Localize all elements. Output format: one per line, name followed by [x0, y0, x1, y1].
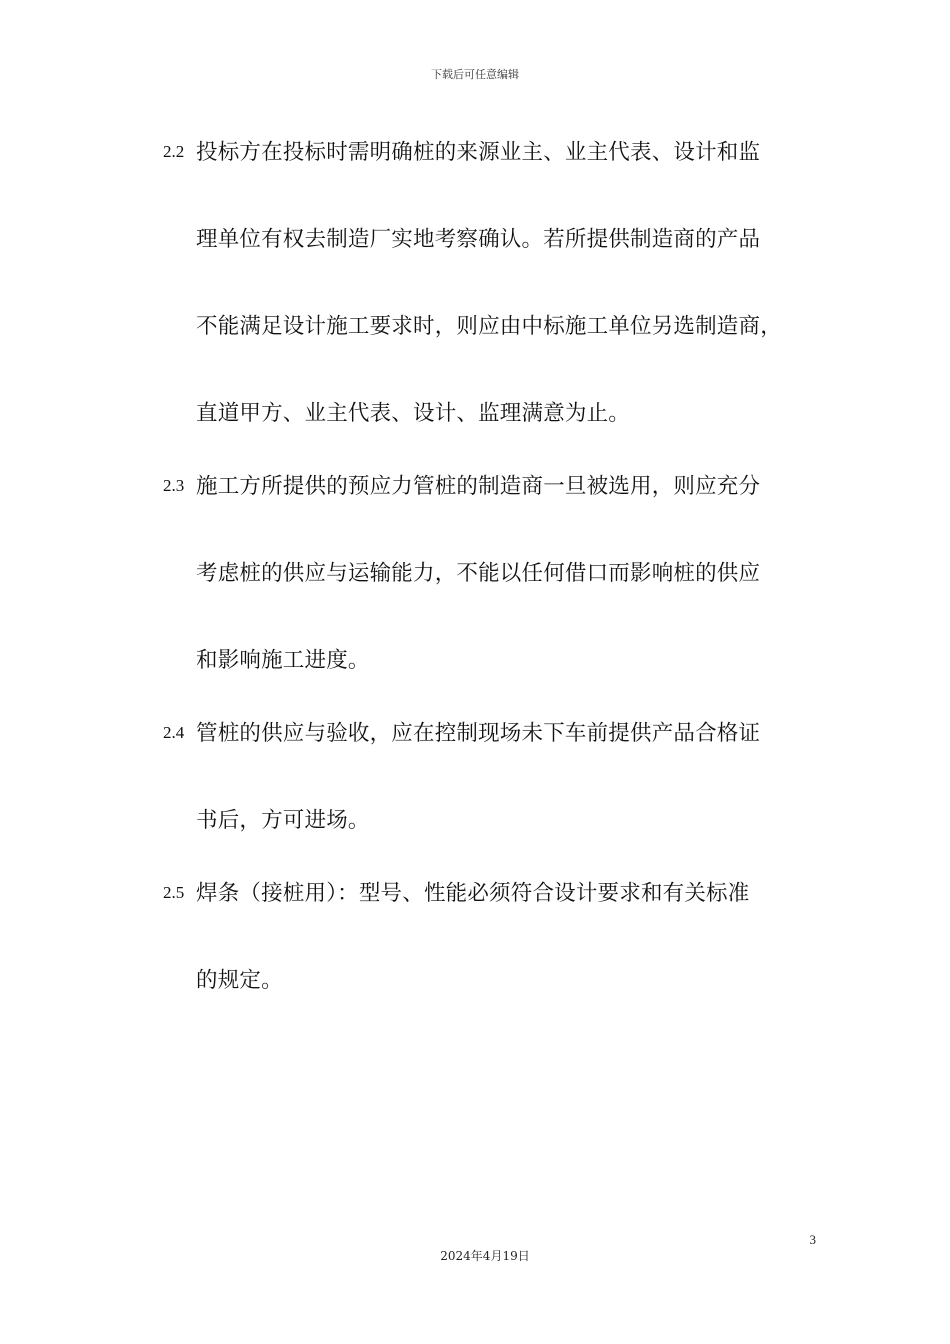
paragraph-line: 直道甲方、业主代表、设计、监理满意为止。	[196, 401, 631, 426]
page-header: 下载后可任意编辑	[431, 68, 519, 81]
section-number: 2.2	[163, 142, 185, 161]
paragraph-line: 考虑桩的供应与运输能力，不能以任何借口而影响桩的供应	[196, 561, 761, 586]
page-number: 3	[809, 1232, 816, 1247]
paragraph-line: 施工方所提供的预应力管桩的制造商一旦被选用，则应充分	[196, 474, 761, 499]
paragraph-line: 书后，方可进场。	[196, 808, 370, 833]
paragraph-line: 不能满足设计施工要求时，则应由中标施工单位另选制造商，	[196, 314, 782, 339]
footer-date: 2024年4月19日	[440, 1249, 530, 1263]
paragraph-line: 和影响施工进度。	[196, 648, 370, 673]
section-number: 2.5	[163, 883, 185, 902]
section-number: 2.4	[163, 723, 185, 742]
section-number: 2.3	[163, 476, 185, 495]
paragraph-line: 投标方在投标时需明确桩的来源业主、业主代表、设计和监	[196, 140, 761, 165]
paragraph-line: 管桩的供应与验收，应在控制现场未下车前提供产品合格证	[196, 721, 761, 746]
paragraph-line: 焊条（接桩用）：型号、性能必须符合设计要求和有关标准	[196, 881, 750, 906]
paragraph-line: 理单位有权去制造厂实地考察确认。若所提供制造商的产品	[196, 227, 761, 252]
paragraph-line: 的规定。	[196, 968, 283, 993]
